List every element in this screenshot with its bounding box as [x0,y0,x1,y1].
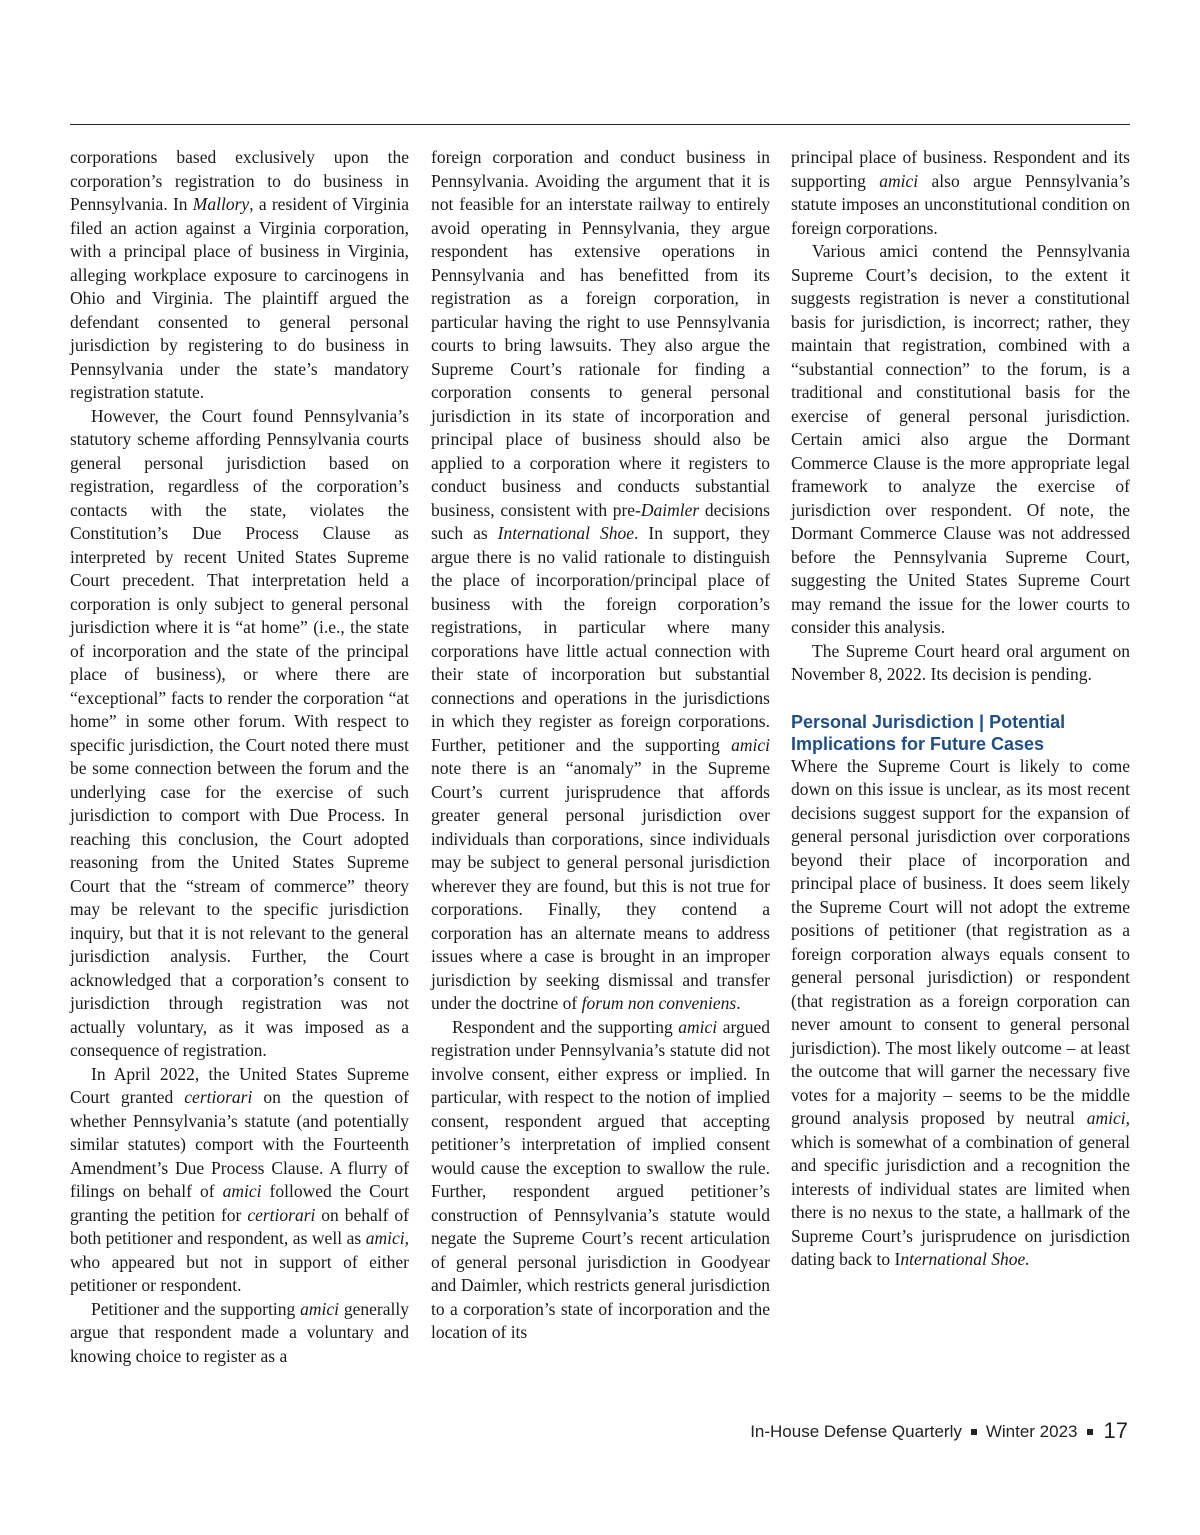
text-run: foreign corporation and conduct business in Pennsylvania. Avoiding the argument that it is not feasible for an interstate railway to entirely avoid operating in Pennsylvania, they argue respondent has extensive operations in Pennsylvania and has benefitted from its registration as a foreign corporation, in particular having the right to use Pennsylvania courts to bring lawsuits. They also argue the Supreme Court’s rationale for finding a corporation consents to general personal jurisdiction in its state of incorporation and principal place of business should also be applied to a corporation where it registers to conduct business and conducts substantial business, consistent with pre- [431,147,770,520]
text-run: Petitioner and the supporting [91,1298,301,1319]
paragraph [70,1298,409,1369]
italic-text: certiorari [184,1087,253,1107]
italic-text: Daimler [640,499,700,520]
text-run: also argue Pennsylvania’s statute imposes an unconstitutional condition on foreign corporations. [791,170,1130,238]
text-run: followed the Court granting the petition for [70,1181,410,1225]
italic-text: amici [1086,1108,1126,1128]
text-run: , which is somewhat of a combination of general and specific jurisdiction and a recognition the interests of individual states are limited when there is no nexus to the state, a hallmark of the Supreme Court’s jurisprudence on jurisdiction dating back to I [791,1108,1130,1269]
header-rule [70,124,1130,125]
italic-text: nternational Shoe. [900,1249,1030,1269]
paragraph [791,640,1130,687]
text-run: corporations based exclusively upon the corporation’s registration to do business in Pennsylvania. In [70,147,409,214]
paragraph [791,146,1130,240]
text-run: principal place of business. Respondent and its supporting [791,147,1130,191]
publication-name: In-House Defense Quarterly [750,1422,962,1441]
section-heading: Personal Jurisdiction | Potential Implications for Future Cases [791,711,1066,754]
text-run: Respondent and the supporting [452,1016,679,1037]
paragraph [70,405,409,1063]
paragraph [431,146,770,1016]
text-run: note there is an “anomaly” in the Supreme Court’s current jurisprudence that affords greater general personal jurisdiction over individuals than corporations, since individuals may be subject to general personal jurisdiction wherever they are found, but this is not true for corporations. Finally, they contend a corporation has an alternate means to address issues where a case is brought in an improper jurisdiction by seeking dismissal and transfer under the doctrine of [431,758,770,1013]
text-run: , a resident of Virginia filed an action against a Virginia corporation, with a principal place of business in Virginia, alleging workplace exposure to carcinogens in Ohio and Virginia. The plaintiff argued the defendant consented to general personal jurisdiction by registering to do business in Pennsylvania under the state’s mandatory registration statute. [70,194,409,402]
paragraph [431,1016,770,1345]
italic-text: amici [879,170,919,191]
italic-text: Mallory [192,194,250,214]
paragraph [791,755,1130,1272]
italic-text: amici [300,1298,339,1319]
text-run: argued registration under Pennsylvania’s statute did not involve consent, either express or implied. In particular, with respect to the notion of implied consent, respondent argued that accepting petitioner’s interpretation of implied consent would cause the exception to swallow the rule. Further, respondent argued petitioner’s construction of Pennsylvania’s statute would negate the Supreme Court’s recent articulation of general personal jurisdiction in Goodyear and Daimler, which restricts general jurisdiction to a corporation’s state of incorporation and the location of its [431,1016,771,1342]
text-run: on the question of whether Pennsylvania’s statute (and potentially similar statutes) comport with the Fourteenth Amendment’s Due Process Clause. A flurry of filings on behalf of [70,1087,409,1201]
italic-text: amici [678,1016,718,1037]
text-run: on behalf of both petitioner and respondent, as well as [70,1204,409,1248]
italic-text: amici [365,1228,405,1248]
italic-text: amici [222,1181,262,1201]
text-run: However, the Court found Pennsylvania’s statutory scheme affording Pennsylvania courts general personal jurisdiction based on registration, regardless of the corporation’s contacts with the state, violates the Constitution’s Due Process Clause as interpreted by recent United States Supreme Court precedent. That interpretation held a corporation is only subject to general personal jurisdiction where it is “at home” (i.e., the state of incorporation and the state of the principal place of business), or where there are “exceptional” facts to render the corporation “at home” in some other forum. With respect to specific jurisdiction, the Court noted there must be some connection between the forum and the underlying case for the exercise of such jurisdiction to comport with Due Process. In reaching this conclusion, the Court adopted reasoning from the United States Supreme Court that the “stream of commerce” theory may be relevant to the specific jurisdiction inquiry, but that it is not relevant to the general jurisdiction analysis. Further, the Court acknowledged that a corporation’s consent to jurisdiction through registration was not actually voluntary, as it was imposed as a consequence of registration. [70,405,409,1060]
column-3 [791,146,1130,1272]
paragraph [70,146,409,405]
page-number: 17 [1103,1418,1128,1443]
text-run: generally argue that respondent made a voluntary and knowing choice to register as a [70,1298,409,1366]
italic-text: International Shoe [497,523,635,543]
column-1 [70,146,409,1368]
text-run: The Supreme Court heard oral argument on November 8, 2022. Its decision is pending. [791,640,1130,684]
issue-label: Winter 2023 [985,1422,1078,1441]
page-footer [750,1418,1128,1444]
italic-text: amici [731,734,770,755]
italic-text: certiorari [247,1204,316,1225]
text-run: Various amici contend the Pennsylvania Supreme Court’s decision, to the extent it suggests registration is never a constitutional basis for jurisdiction, is incorrect; rather, they maintain that registration, combined with a “substantial connection” to the forum, is a traditional and constitutional basis for the exercise of general personal jurisdiction. Certain amici also argue the Dormant Commerce Clause is the more appropriate legal framework to analyze the exercise of jurisdiction over respondent. Of note, the Dormant Commerce Clause was not addressed before the Pennsylvania Supreme Court, suggesting the United States Supreme Court may remand the issue for the lower courts to consider this analysis. [791,241,1130,637]
text-run: Where the Supreme Court is likely to come down on this issue is unclear, as its most recent decisions suggest support for the expansion of general personal jurisdiction over corporations beyond their place of incorporation and principal place of business. It does seem likely the Supreme Court will not adopt the extreme positions of petitioner (that registration as a foreign corporation always equals consent to general personal jurisdiction) or respondent (that registration as a foreign corporation can never amount to consent to general personal jurisdiction). The most likely outcome – at least the outcome that will garner the necessary five votes for a majority – seems to be the middle ground analysis proposed by neutral [791,755,1130,1128]
text-run: . [736,993,741,1013]
text-run: decisions such as [431,499,770,543]
column-2 [431,146,770,1345]
text-run: . In support, they argue there is no valid rationale to distinguish the place of incorporation/principal place of business with the foreign corporation’s registrations, in particular where many corporations have little actual connection with their state of incorporation but substantial connections and operations in the jurisdictions in which they register as foreign corporations. Further, petitioner and the supporting [431,523,770,755]
paragraph [70,1063,409,1298]
separator-square-icon [1087,1429,1093,1435]
italic-text: forum non conveniens [581,993,737,1013]
paragraph [791,240,1130,640]
text-run: In April 2022, the United States Supreme Court granted [70,1063,409,1107]
separator-square-icon [971,1429,977,1435]
text-run: , who appeared but not in support of either petitioner or respondent. [70,1228,409,1295]
